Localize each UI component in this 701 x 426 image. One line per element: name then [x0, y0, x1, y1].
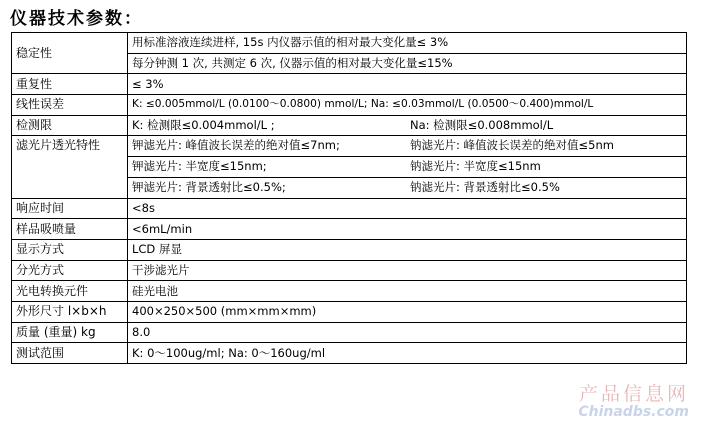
row-label: 显示方式 [12, 239, 128, 260]
table-row [12, 301, 687, 322]
row-label: 光电转换元件 [12, 281, 128, 302]
row-label: 测试范围 [12, 343, 128, 364]
row-value: LCD 屏显 [128, 239, 687, 260]
value-line [128, 156, 686, 177]
value-right: 钠滤光片: 半宽度≤15nm [410, 159, 541, 174]
table-row [12, 74, 687, 95]
table-row [12, 136, 687, 198]
value-right: 钠滤光片: 峰值波长误差的绝对值≤5nm [410, 138, 614, 153]
row-value [128, 136, 687, 198]
row-label: 稳定性 [12, 33, 128, 74]
page-title: 仪器技术参数： [10, 9, 143, 29]
row-value [128, 115, 687, 136]
value-left: 钾滤光片: 半宽度≤15nm; [132, 159, 267, 174]
table-row [12, 281, 687, 302]
row-value: 8.0 [128, 322, 687, 343]
table-row [12, 343, 687, 364]
row-value: K: ≤0.005mmol/L (0.0100～0.0800) mmol/L; Na: ≤0.03mmol/L (0.0500～0.400)mmol/L [128, 95, 687, 116]
row-label: 外形尺寸 l×b×h [12, 301, 128, 322]
value-left: 钾滤光片: 背景透射比≤0.5%; [132, 179, 286, 194]
table-row [12, 95, 687, 116]
value-line: 每分钟测 1 次, 共测定 6 次, 仪器示值的相对最大变化量≤15% [128, 53, 686, 74]
value-right: Na: 检测限≤0.008mmol/L [410, 118, 554, 133]
value-right: 钠滤光片: 背景透射比≤0.5% [410, 179, 560, 194]
row-label: 响应时间 [12, 198, 128, 219]
watermark-en: Chinadbs.com [578, 404, 689, 420]
row-label: 检测限 [12, 115, 128, 136]
row-label: 分光方式 [12, 260, 128, 281]
table-row [12, 219, 687, 240]
row-value: <6mL/min [128, 219, 687, 240]
table-row [12, 198, 687, 219]
row-label: 滤光片透光特性 [12, 136, 128, 198]
watermark [578, 379, 689, 420]
row-value: 400×250×500 (mm×mm×mm) [128, 301, 687, 322]
table-row [12, 239, 687, 260]
table-row [12, 115, 687, 136]
value-line: 用标准溶液连续进样, 15s 内仪器示值的相对最大变化量≤ 3% [132, 35, 449, 49]
row-value: <8s [128, 198, 687, 219]
row-value: K: 0～100ug/ml; Na: 0～160ug/ml [128, 343, 687, 364]
value-left: K: 检测限≤0.004mmol/L ; [132, 118, 275, 133]
value-line [128, 136, 686, 156]
row-value: 硅光电池 [128, 281, 687, 302]
watermark-cn: 产品信息网 [578, 383, 689, 405]
table-row [12, 260, 687, 281]
table-row [12, 33, 687, 74]
row-label: 重复性 [12, 74, 128, 95]
row-label: 线性误差 [12, 95, 128, 116]
value-left: 钾滤光片: 峰值波长误差的绝对值≤7nm; [132, 138, 340, 153]
row-label: 样品吸喷量 [12, 219, 128, 240]
row-value: 干涉滤光片 [128, 260, 687, 281]
table-row [12, 322, 687, 343]
row-value: ≤ 3% [128, 74, 687, 95]
value-line [128, 177, 686, 198]
row-value [128, 33, 687, 74]
row-label: 质量 (重量) kg [12, 322, 128, 343]
spec-table [11, 32, 687, 364]
